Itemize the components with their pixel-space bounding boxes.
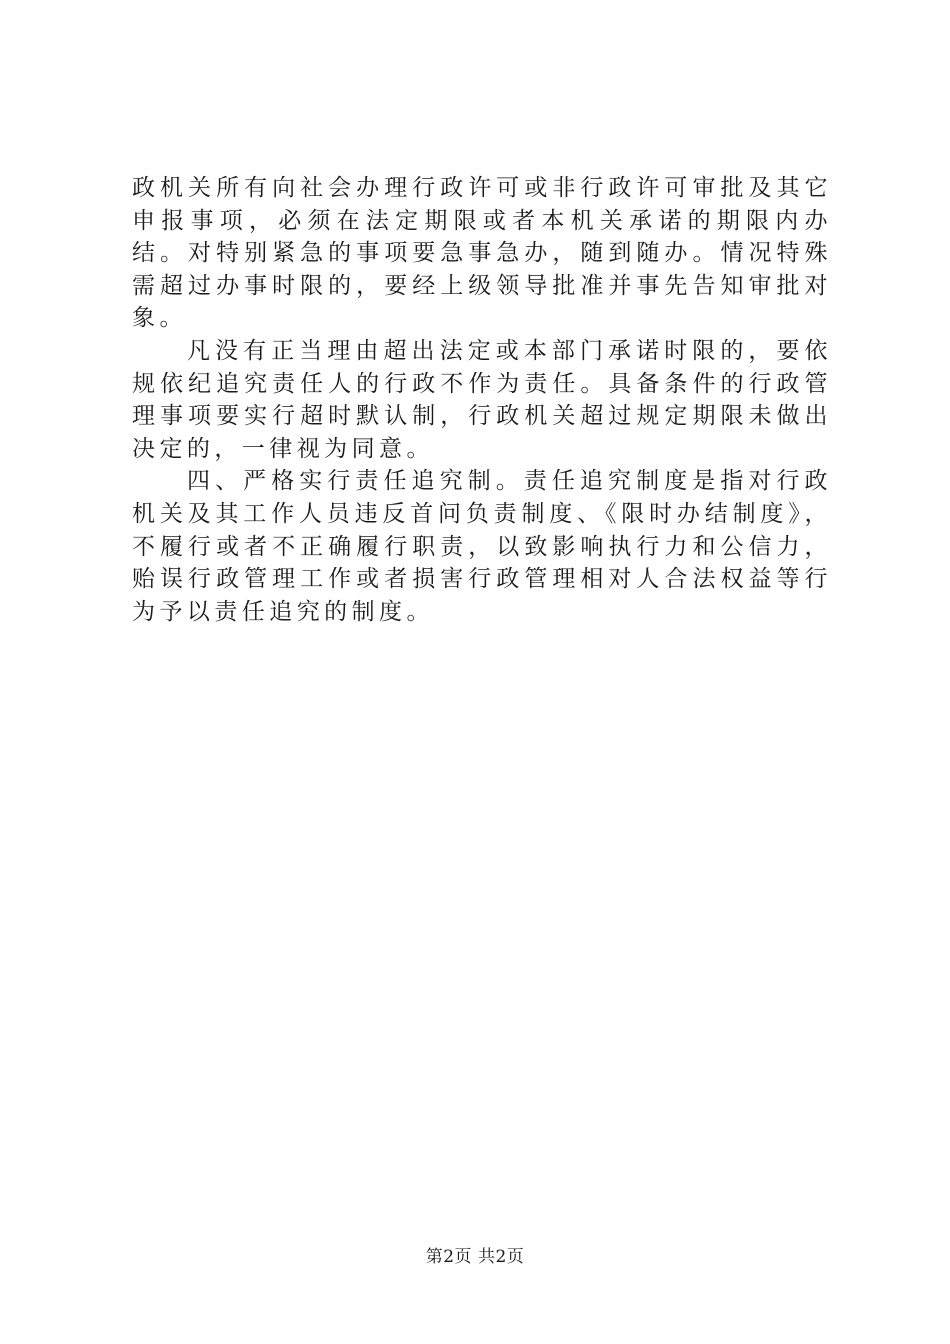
paragraph-2: 凡没有正当理由超出法定或本部门承诺时限的，要依规依纪追究责任人的行政不作为责任。具备条件的行政管理事项要实行超时默认制，行政机关超过规定期限未做出决定的，一律视为同意。	[132, 337, 832, 462]
document-body	[132, 172, 832, 628]
paragraph-3: 四、严格实行责任追究制。责任追究制度是指对行政机关及其工作人员违反首问负责制度、《限时办结制度》，不履行或者不正确履行职责，以致影响执行力和公信力，贻误行政管理工作或者损害行政管理相对人合法权益等行为予以责任追究的制度。	[132, 468, 832, 625]
paragraph-1: 政机关所有向社会办理行政许可或非行政许可审批及其它申报事项，必须在法定期限或者本机关承诺的期限内办结。对特别紧急的事项要急事急办，随到随办。情况特殊需超过办事时限的，要经上级领导批准并事先告知审批对象。	[132, 175, 832, 332]
page-footer: 第2页 共2页	[425, 1247, 525, 1267]
